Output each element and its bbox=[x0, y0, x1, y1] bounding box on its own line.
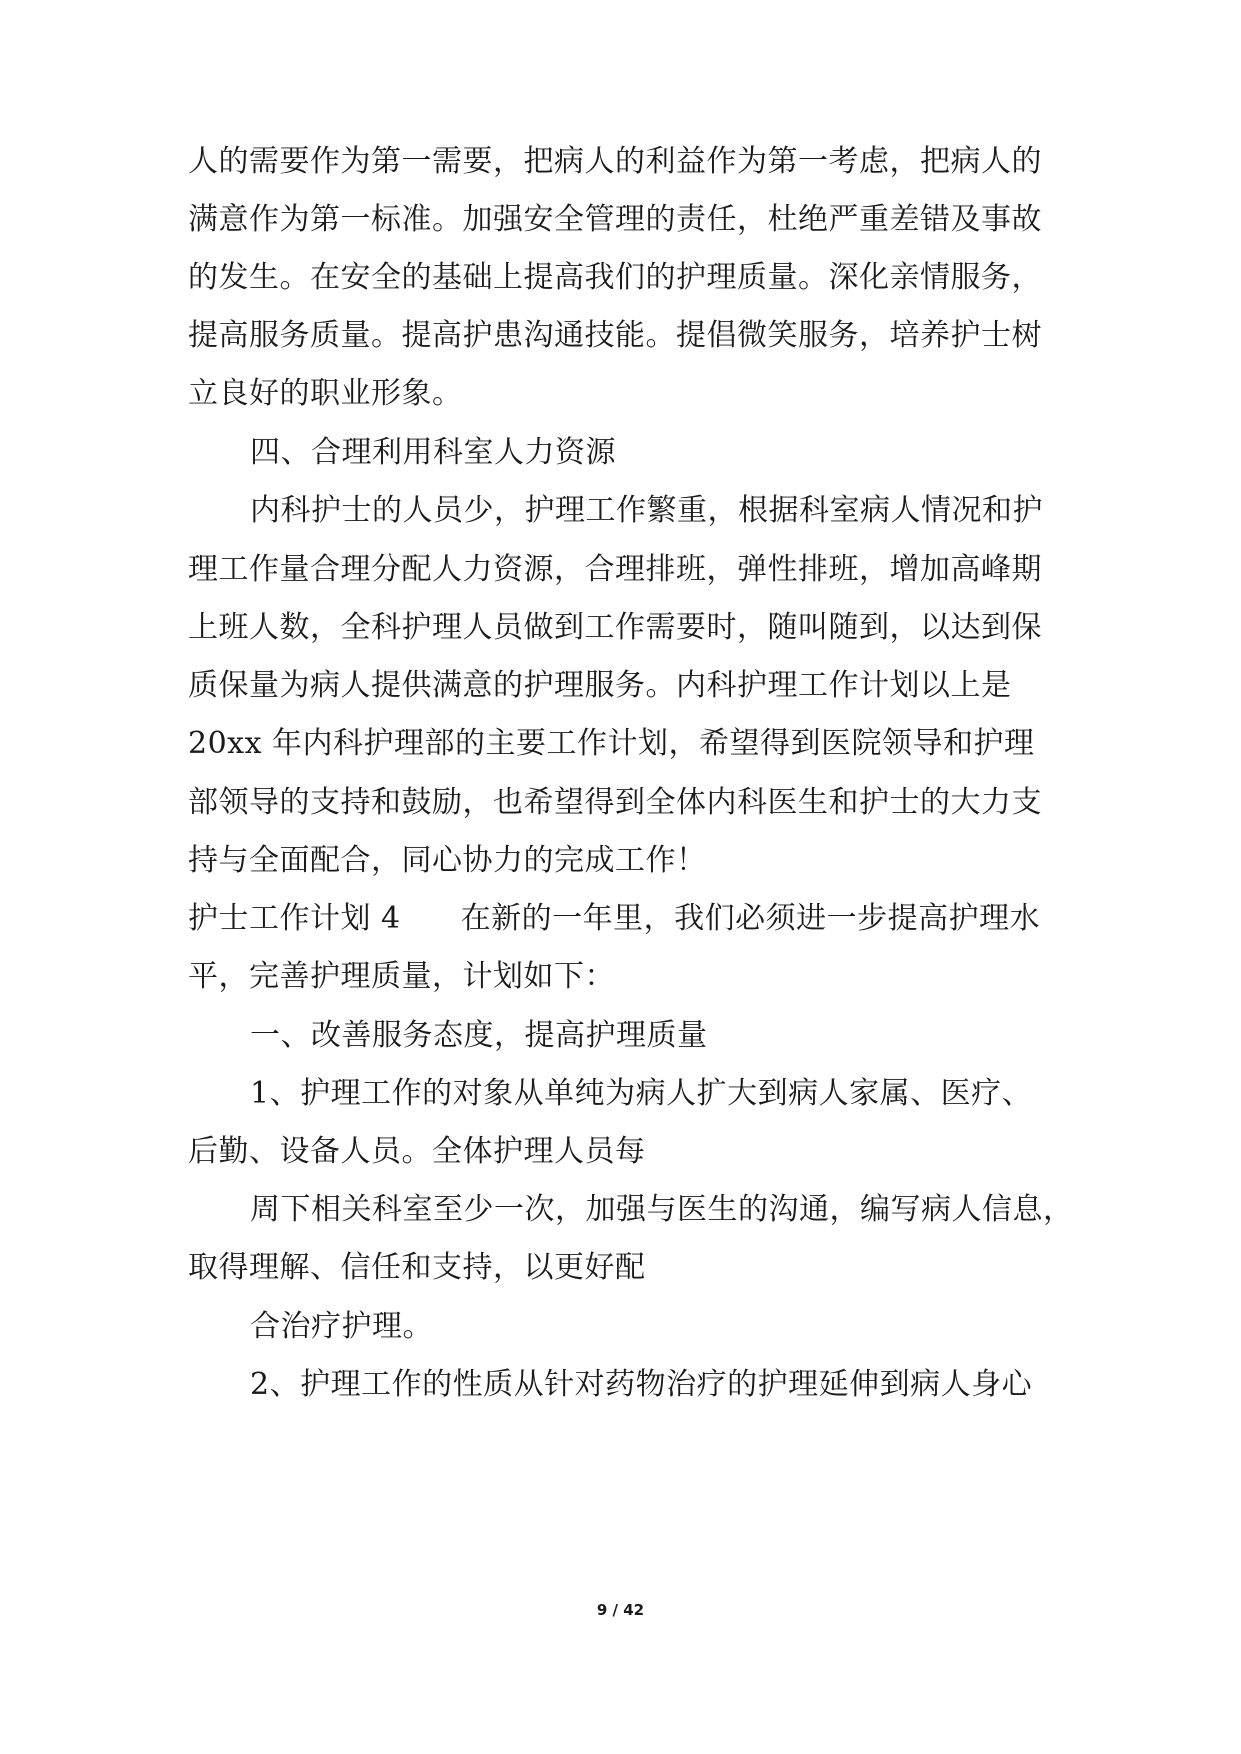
plan-intro: 在新的一年里，我们必须进一步提高护理水 bbox=[460, 901, 1041, 936]
paragraph-line: 上班人数，全科护理人员做到工作需要时，随叫随到，以达到保 bbox=[188, 610, 1042, 645]
paragraph-line: 平，完善护理质量，计划如下： bbox=[188, 959, 615, 994]
paragraph-line: 1、护理工作的对象从单纯为病人扩大到病人家属、医疗、 bbox=[250, 1076, 1033, 1111]
paragraph-line: 部领导的支持和鼓励，也希望得到全体内科医生和护士的大力支 bbox=[188, 785, 1042, 820]
paragraph-line: 质保量为病人提供满意的护理服务。内科护理工作计划以上是 bbox=[188, 668, 1012, 703]
section-heading-1: 一、改善服务态度，提高护理质量 bbox=[250, 1018, 708, 1053]
paragraph-line: 2、护理工作的性质从针对药物治疗的护理延伸到病人身心 bbox=[250, 1367, 1033, 1402]
paragraph-line: 取得理解、信任和支持，以更好配 bbox=[188, 1250, 646, 1285]
plan-heading-line bbox=[188, 899, 1040, 939]
paragraph-line: 理工作量合理分配人力资源，合理排班，弹性排班，增加高峰期 bbox=[188, 552, 1042, 587]
paragraph-line: 持与全面配合，同心协力的完成工作！ bbox=[188, 843, 707, 878]
section-heading-4: 四、合理利用科室人力资源 bbox=[250, 435, 616, 470]
paragraph-line: 立良好的职业形象。 bbox=[188, 376, 463, 411]
paragraph-line: 提高服务质量。提高护患沟通技能。提倡微笑服务，培养护士树 bbox=[188, 318, 1042, 353]
page-number: 9 / 42 bbox=[596, 1601, 645, 1619]
paragraph-line: 周下相关科室至少一次，加强与医生的沟通，编写病人信息， bbox=[250, 1192, 1074, 1227]
paragraph-line: 内科护士的人员少，护理工作繁重，根据科室病人情况和护 bbox=[250, 493, 1043, 528]
paragraph-line: 合治疗护理。 bbox=[250, 1309, 433, 1344]
paragraph-line: 人的需要作为第一需要，把病人的利益作为第一考虑，把病人的 bbox=[188, 144, 1042, 179]
plan-heading: 护士工作计划 4 bbox=[188, 901, 401, 936]
paragraph-line: 20xx 年内科护理部的主要工作计划，希望得到医院领导和护理 bbox=[188, 726, 1035, 761]
paragraph-line: 满意作为第一标准。加强安全管理的责任，杜绝严重差错及事故 bbox=[188, 202, 1042, 237]
paragraph-line: 后勤、设备人员。全体护理人员每 bbox=[188, 1134, 646, 1169]
paragraph-line: 的发生。在安全的基础上提高我们的护理质量。深化亲情服务， bbox=[188, 260, 1042, 295]
